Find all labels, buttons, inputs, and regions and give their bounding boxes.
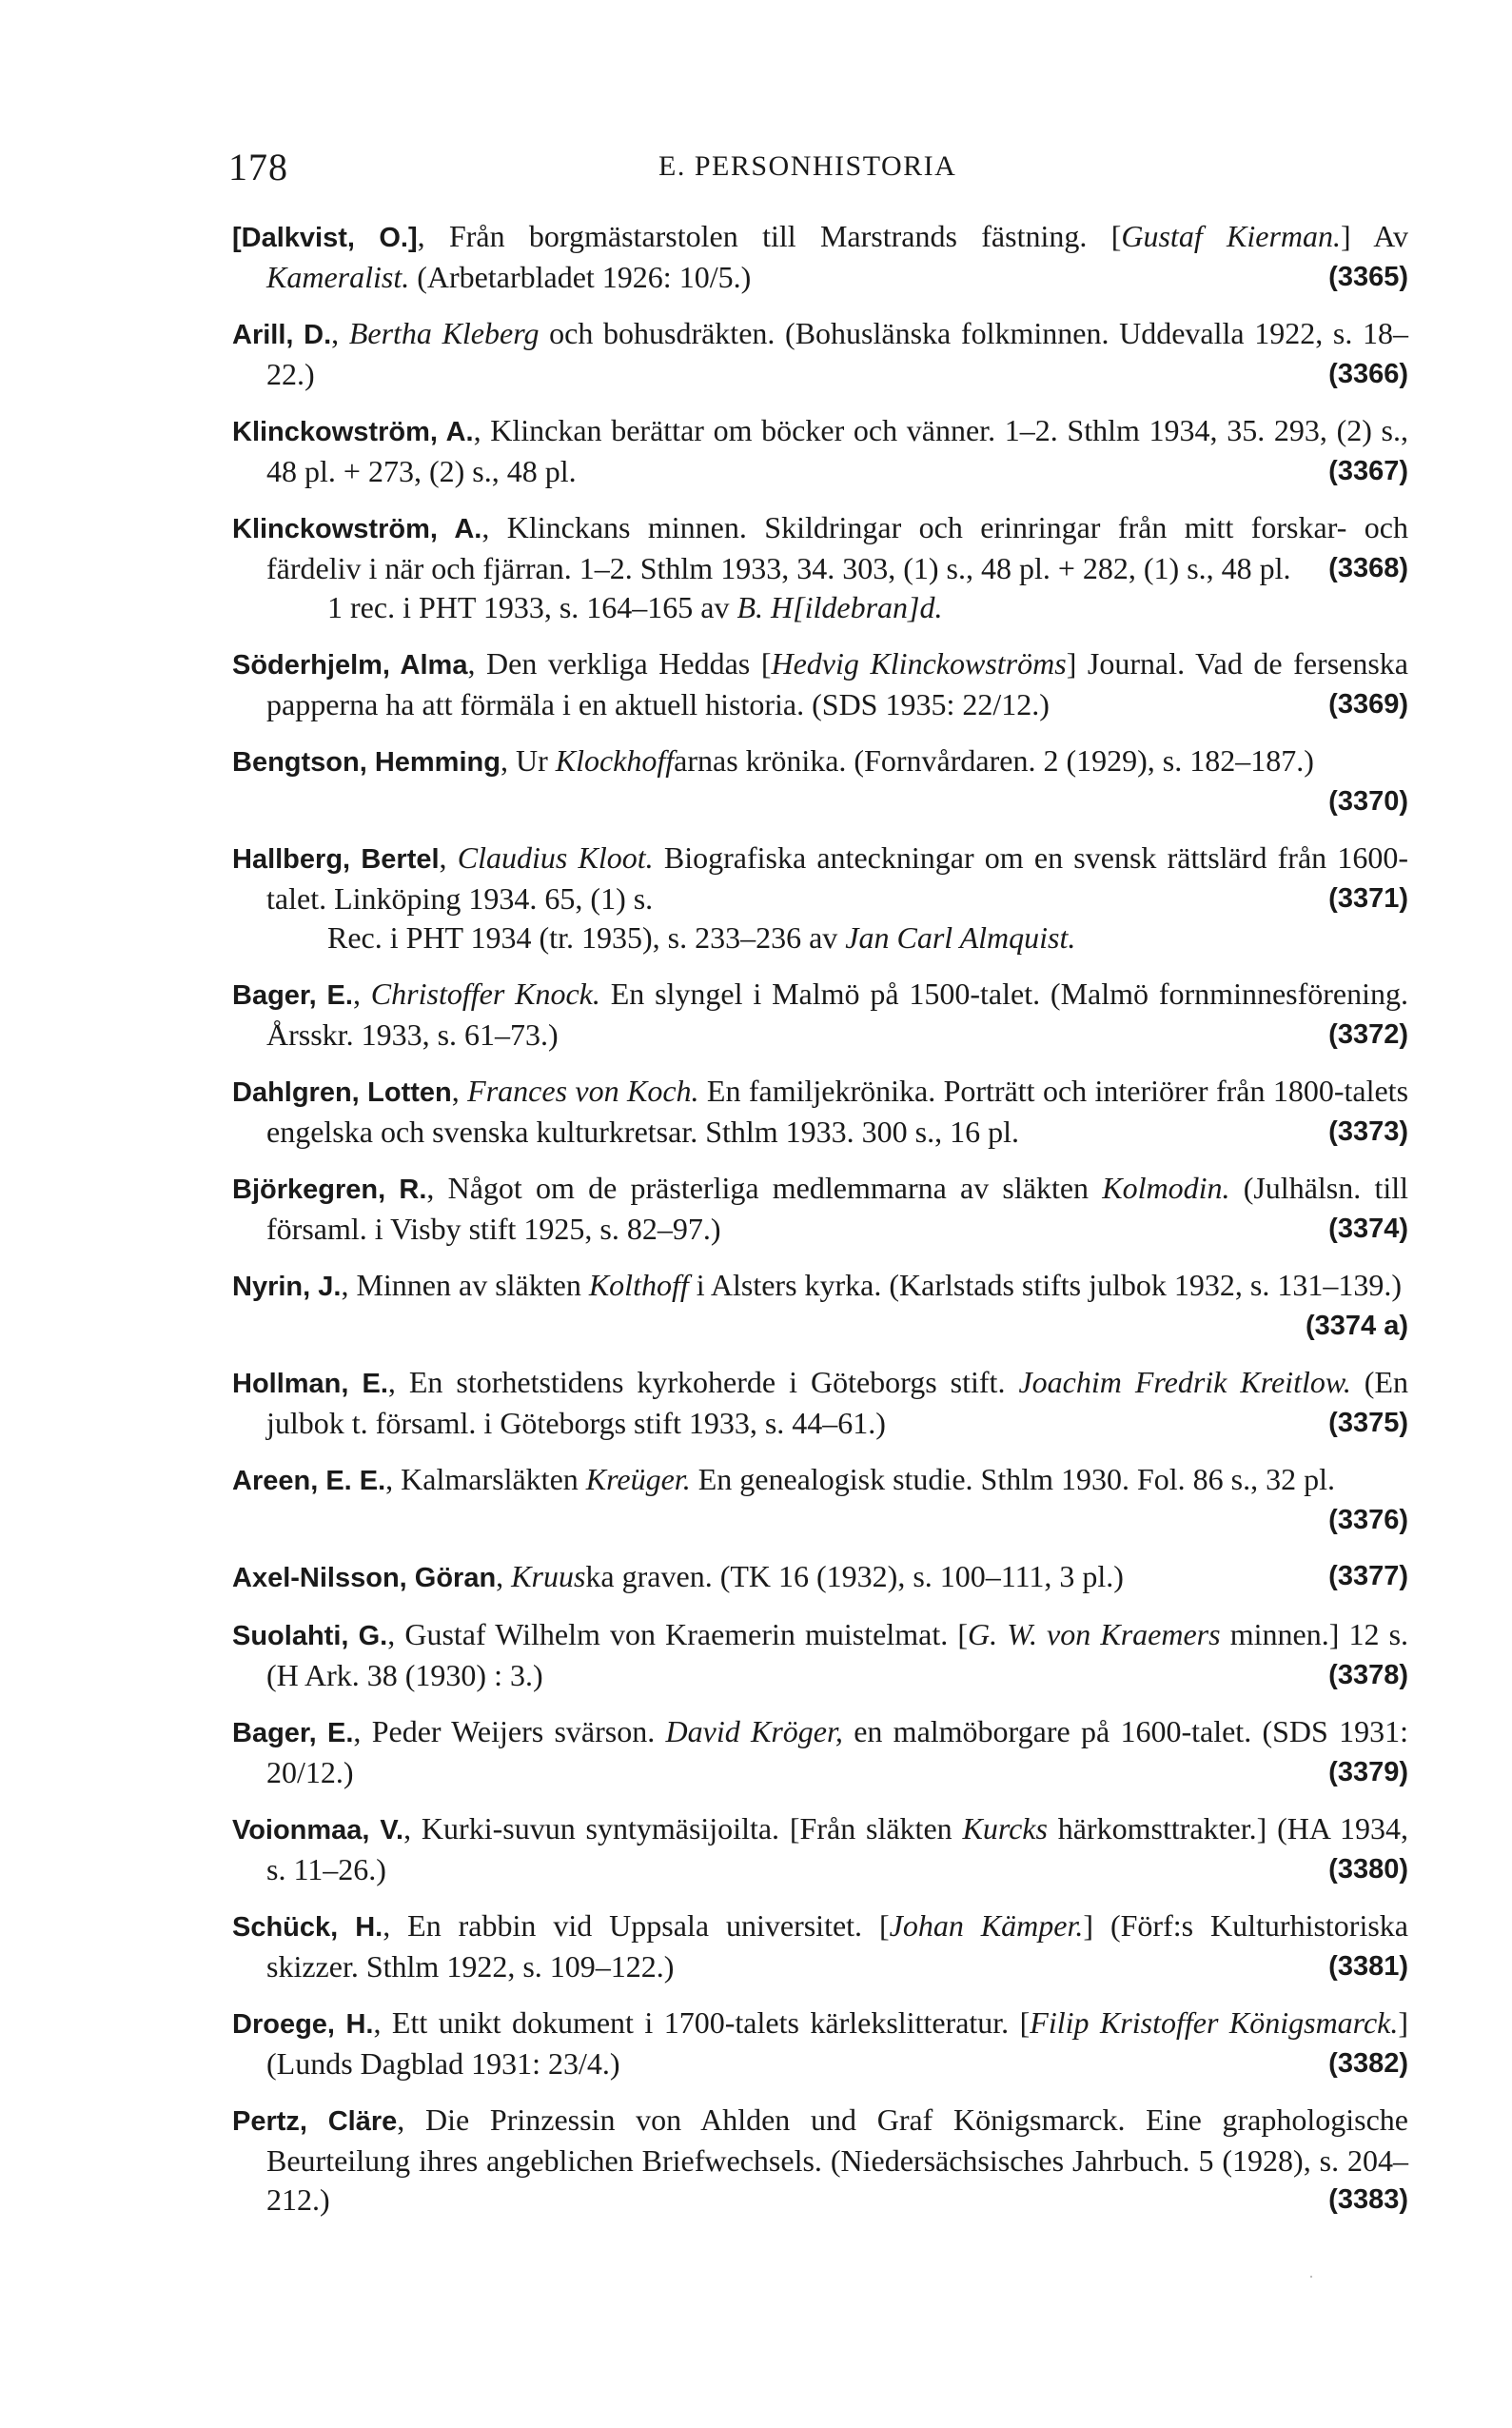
- entry-text: , Ett unikt dokument i 1700-talets kärlekslitteratur. [: [373, 2005, 1031, 2040]
- entry-author: Suolahti, G.: [232, 1621, 388, 1651]
- entry-author: Voionmaa, V.: [232, 1815, 404, 1846]
- entry-italic: Klockhoff: [555, 743, 675, 778]
- bibliography-entry: [232, 314, 1408, 394]
- entry-author: Hallberg, Bertel: [232, 844, 440, 875]
- entry-author: Bengtson, Hemming: [232, 747, 501, 778]
- entry-number: (3365): [1328, 262, 1408, 292]
- entry-italic: Filip Kristoffer Königsmarck.: [1030, 2005, 1399, 2040]
- entry-italic: Gustaf Kierman.: [1121, 219, 1342, 253]
- entry-text: ] Av: [1341, 219, 1409, 253]
- entry-number: (3374 a): [1305, 1311, 1408, 1341]
- bibliography-entry: [232, 1072, 1408, 1152]
- entry-author: Droege, H.: [232, 2009, 374, 2040]
- entry-text: ,: [451, 1074, 468, 1108]
- entry-author: Schück, H.: [232, 1912, 383, 1943]
- page-number: 178: [228, 146, 288, 188]
- entry-text: arnas krönika. (Fornvårdaren. 2 (1929), s. 182–187.): [674, 743, 1314, 778]
- entry-number: (3380): [1328, 1854, 1408, 1885]
- entry-italic: G. W. von Kraemers: [968, 1617, 1221, 1651]
- entry-author: Klinckowström, A.: [232, 417, 474, 447]
- entry-text: ,: [352, 977, 371, 1011]
- bibliography-entry: [232, 1363, 1408, 1443]
- entry-text: , Den verkliga Heddas [: [467, 646, 772, 681]
- entry-number: (3371): [1328, 883, 1408, 914]
- entry-italic: Kurcks: [962, 1811, 1048, 1846]
- entry-author: Björkegren, R.: [232, 1175, 427, 1205]
- entry-author: Areen, E. E.: [232, 1466, 386, 1496]
- page-header: [228, 145, 1408, 192]
- entry-text: , Minnen av släkten: [341, 1268, 589, 1302]
- entry-author: Bager, E.: [232, 1718, 354, 1748]
- entry-author: Söderhjelm, Alma: [232, 650, 468, 681]
- bibliography-entry: [232, 975, 1408, 1055]
- entry-text: En genealogisk studie. Sthlm 1930. Fol. 86 s., 32 pl.: [690, 1462, 1336, 1496]
- entry-author: Nyrin, J.: [232, 1272, 342, 1302]
- entry-text: ka graven. (TK 16 (1932), s. 100–111, 3 pl.): [585, 1559, 1124, 1593]
- entry-text: , En rabbin vid Uppsala universitet. [: [383, 1908, 890, 1943]
- entry-author: Pertz, Cläre: [232, 2106, 398, 2137]
- entry-text: ] (Lunds Dagblad 1931: 23/4.): [266, 2005, 1409, 2081]
- entry-text: (Arbetarbladet 1926: 10/5.): [409, 260, 752, 294]
- bibliography-entry: [232, 741, 1408, 821]
- entry-text: , Något om de prästerliga medlemmarna av släkten: [426, 1171, 1103, 1205]
- entry-italic: Kruus: [511, 1559, 586, 1593]
- scan-speck: ·: [1308, 2267, 1314, 2286]
- entry-text: , Die Prinzessin von Ahlden und Graf Königsmarck. Eine graphologische Beurteilung ihres angeblichen Briefwechsels. (Niedersächsisches Jahrbuch. 5 (1928), s. 204–212.): [266, 2102, 1408, 2217]
- entry-review-note: [266, 588, 1408, 627]
- entry-number: (3383): [1328, 2184, 1408, 2215]
- entry-text: en malmöborgare på 1600-talet. (SDS 1931: 20/12.): [266, 1714, 1408, 1789]
- entry-italic: Joachim Fredrik Kreitlow.: [1018, 1365, 1351, 1399]
- entry-text: i Alsters kyrka. (Karlstads stifts julbok 1932, s. 131–139.): [688, 1268, 1403, 1302]
- entry-text: härkomsttrakter.] (HA 1934, s. 11–26.): [266, 1811, 1409, 1886]
- entry-number: (3378): [1328, 1660, 1408, 1690]
- entry-italic: Kolthoff: [588, 1268, 689, 1302]
- bibliography-entry: [232, 1615, 1408, 1695]
- entry-number: (3374): [1328, 1214, 1408, 1244]
- bibliography-entry: [232, 411, 1408, 491]
- entry-text: En slyngel i Malmö på 1500-talet. (Malmö fornminnesförening. Årsskr. 1933, s. 61–73.): [266, 977, 1409, 1052]
- entry-text: En familjekrönika. Porträtt och interiörer från 1800-talets engelska och svenska kulturkretsar. Sthlm 1933. 300 s., 16 pl.: [266, 1074, 1409, 1149]
- bibliography-entry: [232, 1169, 1408, 1249]
- note-text: 1 rec. i PHT 1933, s. 164–165 av: [327, 590, 737, 624]
- entry-author: Bager, E.: [232, 980, 353, 1011]
- entry-number: (3379): [1328, 1757, 1408, 1787]
- entry-text: ,: [439, 840, 458, 875]
- bibliography-entry: [232, 1266, 1408, 1346]
- entry-italic: Frances von Koch.: [467, 1074, 699, 1108]
- entry-text: Biografiska anteckningar om en svensk rättslärd från 1600-talet. Linköping 1934. 65, (1) s.: [266, 840, 1409, 916]
- entry-text: , Från borgmästarstolen till Marstrands fästning. [: [417, 219, 1122, 253]
- entry-text: , Kalmarsläkten: [385, 1462, 586, 1496]
- bibliography-entry: [232, 2101, 1408, 2220]
- bibliography-entry: [232, 508, 1408, 627]
- entry-text: minnen.] 12 s. (H Ark. 38 (1930) : 3.): [266, 1617, 1409, 1692]
- entry-text: , Gustaf Wilhelm von Kraemerin muistelmat. [: [387, 1617, 968, 1651]
- entry-text: ,: [496, 1559, 512, 1593]
- entry-text: (En julbok t. församl. i Göteborgs stift 1933, s. 44–61.): [266, 1365, 1409, 1440]
- entry-text: ] Journal. Vad de fersenska papperna ha att förmäla i en aktuell historia. (SDS 1935: 22/12.): [266, 646, 1409, 721]
- note-italic: B. H[ildebran]d.: [736, 590, 943, 624]
- entry-italic: Christoffer Knock.: [370, 977, 600, 1011]
- bibliography-entry: [232, 2004, 1408, 2083]
- entry-text: , Klinckan berättar om böcker och vänner. 1–2. Sthlm 1934, 35. 293, (2) s., 48 pl. + 273, (2) s., 48 pl.: [266, 413, 1409, 488]
- entry-italic: David Kröger,: [665, 1714, 843, 1748]
- bibliography-entry: [232, 217, 1408, 297]
- entry-text: (Julhälsn. till församl. i Visby stift 1925, s. 82–97.): [266, 1171, 1409, 1246]
- entry-italic: Bertha Kleberg: [348, 316, 540, 350]
- entry-author: Axel-Nilsson, Göran: [232, 1563, 497, 1593]
- entry-text: , Klinckans minnen. Skildringar och erinringar från mitt forskar- och färdeliv i när och fjärran. 1–2. Sthlm 1933, 34. 303, (1) s., 48 pl. + 282, (1) s., 48 pl.: [266, 510, 1408, 585]
- entry-review-note: [266, 918, 1408, 957]
- entry-italic: Johan Kämper.: [889, 1908, 1084, 1943]
- entry-text: , En storhetstidens kyrkoherde i Göteborgs stift.: [387, 1365, 1019, 1399]
- bibliography-entry: [232, 1809, 1408, 1889]
- entry-number: (3372): [1328, 1019, 1408, 1050]
- entry-text: , Peder Weijers svärson.: [353, 1714, 666, 1748]
- entry-number: (3370): [1328, 786, 1408, 817]
- note-italic: Jan Carl Almquist.: [845, 920, 1076, 955]
- entry-text: , Kurki-suvun syntymäsijoilta. [Från släkten: [403, 1811, 963, 1846]
- bibliography-entry: [232, 839, 1408, 957]
- entry-number: (3367): [1328, 456, 1408, 486]
- entry-number: (3376): [1328, 1505, 1408, 1535]
- entry-author: Hollman, E.: [232, 1369, 388, 1399]
- entry-author: Dahlgren, Lotten: [232, 1077, 452, 1108]
- entry-number: (3368): [1328, 553, 1408, 583]
- entry-italic: Claudius Kloot.: [457, 840, 654, 875]
- bibliography-entry: [232, 1460, 1408, 1540]
- entry-number: (3375): [1328, 1408, 1408, 1438]
- entry-author: [Dalkvist, O.]: [232, 223, 418, 253]
- bibliography-entry: [232, 1712, 1408, 1792]
- bibliography-entry: [232, 644, 1408, 724]
- entry-text: , Ur: [500, 743, 556, 778]
- entry-number: (3382): [1328, 2048, 1408, 2079]
- entry-author: Arill, D.: [232, 320, 332, 350]
- entry-text: ] (Förf:s Kulturhistoriska skizzer. Sthlm 1922, s. 109–122.): [266, 1908, 1409, 1984]
- entry-italic: Kolmodin.: [1102, 1171, 1230, 1205]
- entry-number: (3381): [1328, 1951, 1408, 1982]
- entry-italic: Hedvig Klinckowströms: [771, 646, 1067, 681]
- bibliography-entry: [232, 1557, 1408, 1598]
- entry-italic: Kreüger.: [585, 1462, 691, 1496]
- entry-number: (3373): [1328, 1116, 1408, 1147]
- entry-author: Klinckowström, A.: [232, 514, 482, 544]
- entry-text: och bohusdräkten. (Bohuslänska folkminnen. Uddevalla 1922, s. 18–22.): [266, 316, 1409, 391]
- running-head: E. PERSONHISTORIA: [658, 150, 957, 182]
- entry-number: (3369): [1328, 689, 1408, 720]
- bibliography-entry: [232, 1906, 1408, 1986]
- entry-text: ,: [331, 316, 349, 350]
- entry-number: (3377): [1328, 1561, 1408, 1591]
- entry-italic: Kameralist.: [266, 260, 410, 294]
- note-text: Rec. i PHT 1934 (tr. 1935), s. 233–236 av: [327, 920, 846, 955]
- bibliography-list: [232, 217, 1408, 2237]
- entry-number: (3366): [1328, 359, 1408, 389]
